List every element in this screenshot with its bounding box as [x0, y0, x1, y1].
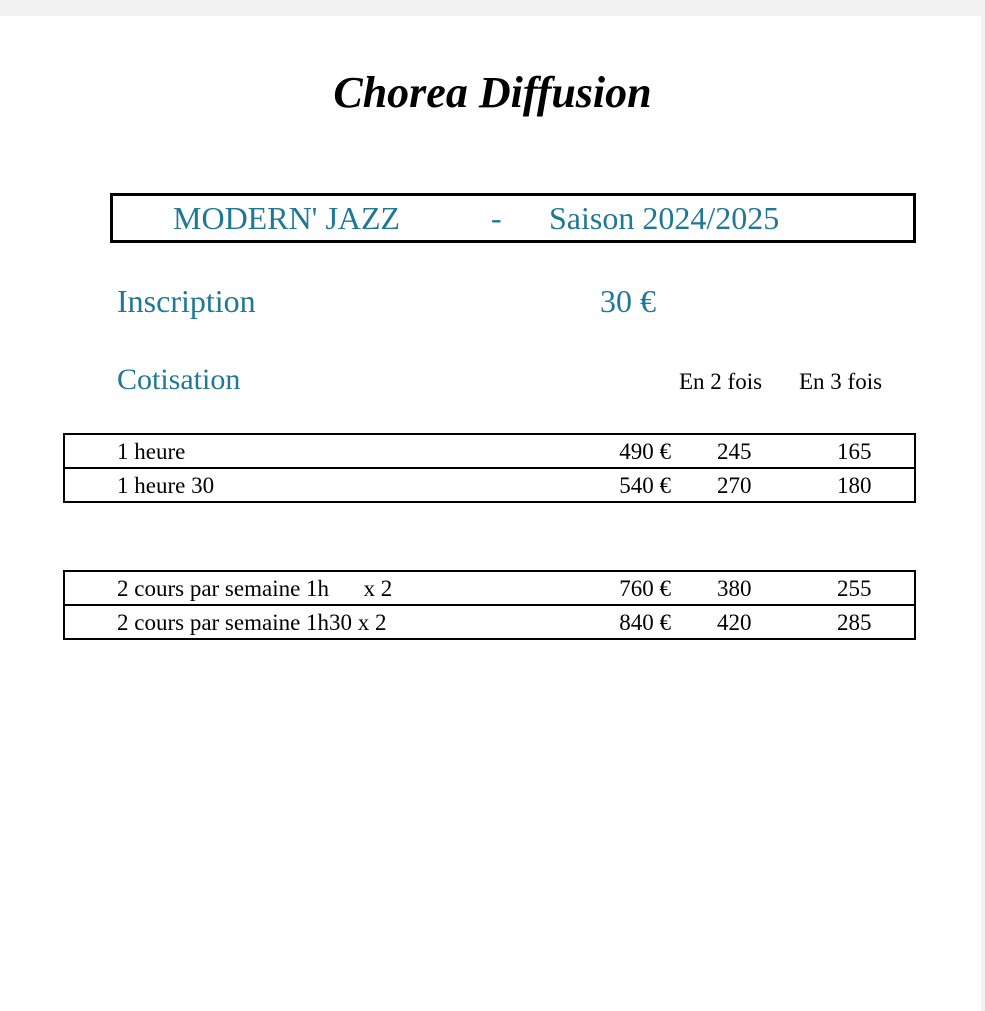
single-course-price-table: [63, 433, 916, 503]
row-two-payments: 270: [717, 473, 752, 498]
row-label: 2 cours par semaine 1h x 2: [117, 576, 393, 601]
row-price: 490 €: [619, 439, 671, 464]
row-label: 1 heure: [117, 439, 186, 464]
row-three-payments: 180: [837, 473, 872, 498]
row-three-payments: 255: [837, 576, 872, 601]
season-label: Saison 2024/2025: [549, 200, 780, 236]
season-header-box: [110, 193, 916, 243]
row-price: 540 €: [619, 473, 671, 498]
row-three-payments: 165: [837, 439, 872, 464]
row-two-payments: 245: [717, 439, 752, 464]
row-two-payments: 420: [717, 610, 752, 635]
discipline-label: MODERN' JAZZ: [173, 200, 401, 236]
double-course-price-table: [63, 570, 916, 640]
row-price: 840 €: [619, 610, 671, 635]
table-row: [65, 435, 916, 469]
inscription-amount: 30 €: [600, 283, 656, 319]
row-label: 2 cours par semaine 1h30 x 2: [117, 610, 387, 635]
row-price: 760 €: [619, 576, 671, 601]
table-row: [65, 469, 916, 503]
row-three-payments: 285: [837, 610, 872, 635]
table-row: [65, 606, 916, 640]
table-row: [65, 572, 916, 606]
document-title: Chorea Diffusion: [333, 68, 652, 117]
inscription-label: Inscription: [117, 283, 256, 319]
column-header-three-payments: En 3 fois: [799, 369, 883, 394]
header-separator: -: [491, 200, 502, 236]
column-header-two-payments: En 2 fois: [679, 369, 763, 394]
row-label: 1 heure 30: [117, 473, 215, 498]
row-two-payments: 380: [717, 576, 752, 601]
cotisation-label: Cotisation: [117, 363, 241, 396]
document-page: [0, 16, 981, 1011]
